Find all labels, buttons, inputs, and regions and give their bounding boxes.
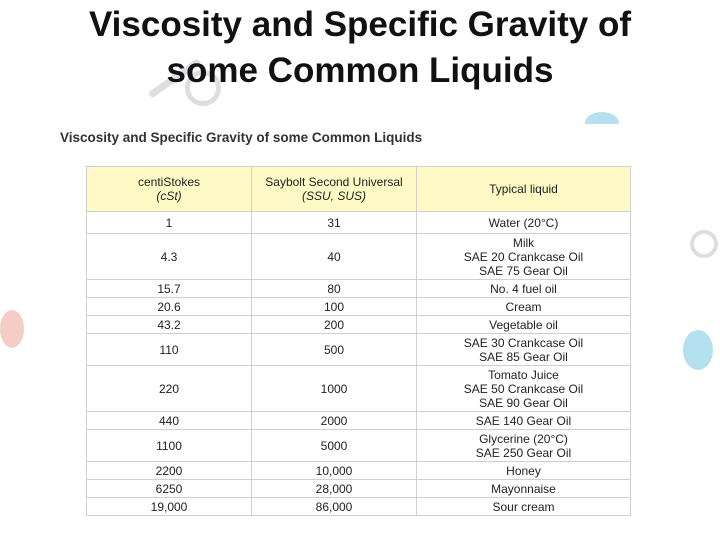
col-header-label: centiStokes <box>137 175 201 189</box>
cell-centistokes: 4.3 <box>87 234 252 280</box>
table-row <box>87 280 631 298</box>
table-caption: Viscosity and Specific Gravity of some Common Liquids <box>60 130 423 145</box>
cell-centistokes: 6250 <box>87 480 252 498</box>
cell-saybolt: 28,000 <box>252 480 417 498</box>
table-row <box>87 234 631 280</box>
cell-centistokes: 1100 <box>87 430 252 462</box>
cell-liquid: SAE 30 Crankcase Oil SAE 85 Gear Oil <box>417 334 631 366</box>
cell-centistokes: 110 <box>87 334 252 366</box>
cell-saybolt: 5000 <box>252 430 417 462</box>
cell-liquid: Water (20°C) <box>417 212 631 234</box>
table-row <box>87 480 631 498</box>
col-header-label: Typical liquid <box>489 182 558 196</box>
table-row <box>87 498 631 516</box>
cell-liquid: Sour cream <box>417 498 631 516</box>
cell-saybolt: 40 <box>252 234 417 280</box>
table-header-row <box>87 167 631 212</box>
table-row <box>87 366 631 412</box>
cell-centistokes: 19,000 <box>87 498 252 516</box>
cell-centistokes: 220 <box>87 366 252 412</box>
title-line-2: some Common Liquids <box>166 51 554 90</box>
cell-centistokes: 1 <box>87 212 252 234</box>
col-header-liquid <box>417 167 631 212</box>
cell-saybolt: 10,000 <box>252 462 417 480</box>
cell-centistokes: 20.6 <box>87 298 252 316</box>
col-header-saybolt <box>252 167 417 212</box>
table-row <box>87 212 631 234</box>
viscosity-table <box>86 166 631 516</box>
cell-saybolt: 500 <box>252 334 417 366</box>
table-row <box>87 462 631 480</box>
table-row <box>87 334 631 366</box>
cell-saybolt: 31 <box>252 212 417 234</box>
cell-saybolt: 86,000 <box>252 498 417 516</box>
cell-saybolt: 2000 <box>252 412 417 430</box>
cell-saybolt: 200 <box>252 316 417 334</box>
cell-liquid: Tomato Juice SAE 50 Crankcase Oil SAE 90 Gear Oil <box>417 366 631 412</box>
col-header-centistokes <box>87 167 252 212</box>
cell-liquid: Vegetable oil <box>417 316 631 334</box>
cell-liquid: Honey <box>417 462 631 480</box>
table-row <box>87 412 631 430</box>
cell-liquid: Cream <box>417 298 631 316</box>
table-row <box>87 316 631 334</box>
cell-centistokes: 2200 <box>87 462 252 480</box>
col-header-label: Saybolt Second Universal <box>265 175 403 189</box>
molecule-atom-decoration <box>690 230 718 258</box>
cell-saybolt: 1000 <box>252 366 417 412</box>
cell-liquid: Mayonnaise <box>417 480 631 498</box>
molecule-atom-decoration <box>0 310 24 348</box>
title-line-1: Viscosity and Specific Gravity of <box>88 5 632 44</box>
cell-liquid: Milk SAE 20 Crankcase Oil SAE 75 Gear Oil <box>417 234 631 280</box>
cell-saybolt: 100 <box>252 298 417 316</box>
cell-centistokes: 440 <box>87 412 252 430</box>
cell-liquid: Glycerine (20°C) SAE 250 Gear Oil <box>417 430 631 462</box>
table-row <box>87 430 631 462</box>
table-row <box>87 298 631 316</box>
molecule-atom-decoration <box>683 330 713 370</box>
cell-centistokes: 43.2 <box>87 316 252 334</box>
cell-liquid: No. 4 fuel oil <box>417 280 631 298</box>
cell-saybolt: 80 <box>252 280 417 298</box>
page-title <box>0 2 720 94</box>
cell-centistokes: 15.7 <box>87 280 252 298</box>
col-header-unit: (cSt) <box>156 189 182 203</box>
cell-liquid: SAE 140 Gear Oil <box>417 412 631 430</box>
col-header-unit: (SSU, SUS) <box>301 189 366 203</box>
